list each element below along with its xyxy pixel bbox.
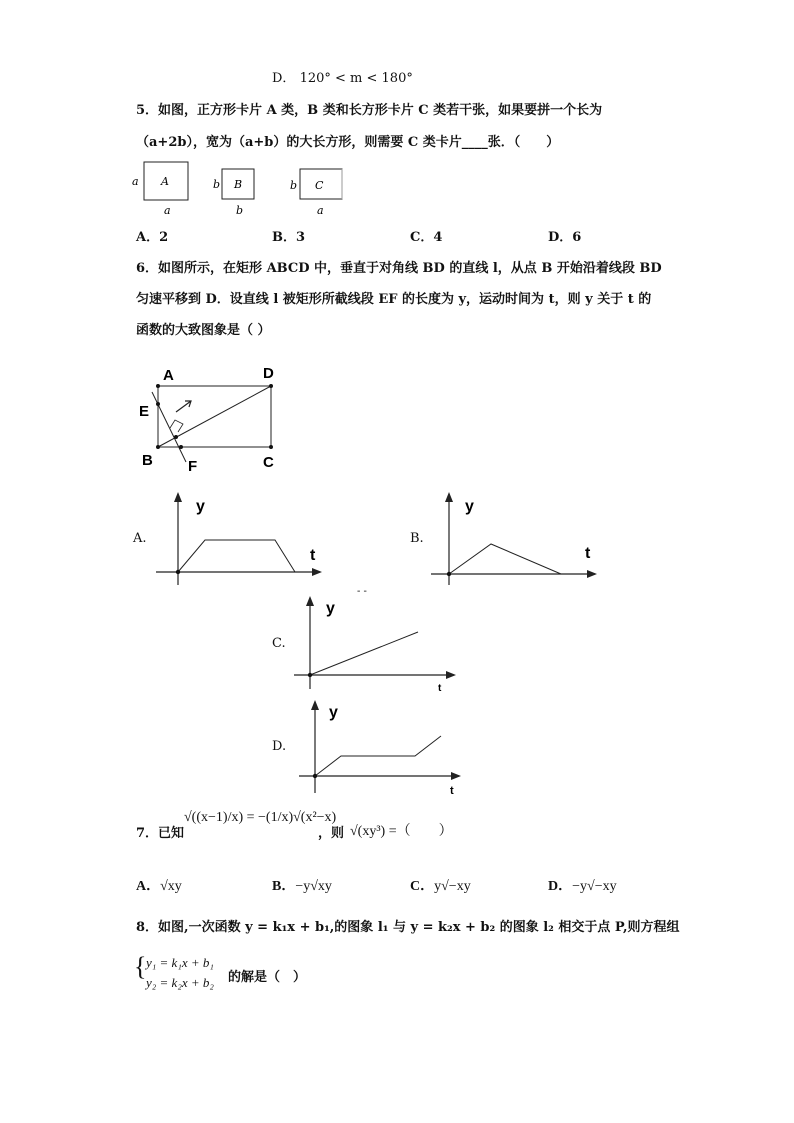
q5-cards-figure [130, 160, 360, 220]
q8-suffix: 的解是（ ） [228, 970, 307, 985]
option-text: −y√xy [295, 879, 332, 894]
q7-prefix: 7．已知 [136, 826, 185, 841]
card-b-bottom: b [236, 204, 244, 217]
option-label: C． [410, 879, 435, 894]
q6-option-d-label[interactable]: D. [272, 739, 287, 754]
axis-t: t [585, 545, 591, 562]
q6-option-a-label[interactable]: A. [133, 531, 147, 546]
q7-option-b[interactable] [272, 875, 332, 895]
option-label: A． [136, 879, 161, 894]
axis-y: y [326, 600, 335, 617]
card-c-name: C [315, 179, 324, 192]
q7-option-c[interactable] [410, 875, 471, 895]
option-label: D． [548, 879, 573, 894]
option-text: y√−xy [434, 879, 471, 894]
q6-option-b-label[interactable]: B. [410, 531, 424, 546]
axis-t: t [438, 683, 442, 694]
q8-system-eq2: y₂ = k₂x + b₂ [146, 975, 214, 990]
label-d: D [263, 365, 274, 382]
q7-suffix: ，则 [318, 826, 345, 841]
card-a-left: a [132, 175, 139, 188]
label-b: B [142, 452, 153, 469]
q7-ask: √(xy³) =（ ） [350, 824, 453, 839]
option-text: √xy [160, 879, 182, 894]
stray-mark: - - [357, 586, 367, 597]
axis-y: y [329, 704, 338, 721]
q6-option-d-graph[interactable] [295, 698, 465, 798]
q6-line3: 函数的大致图象是（ ） [136, 323, 271, 338]
card-c-bottom: a [317, 204, 324, 217]
q7-option-a[interactable] [136, 875, 182, 895]
label-e: E [139, 403, 150, 420]
option-label: B． [272, 879, 296, 894]
card-b-left: b [213, 178, 221, 191]
option-text: 120° < m < 180° [299, 71, 413, 86]
q5-option-a[interactable]: A．2 [136, 230, 169, 245]
label-c: C [263, 454, 274, 471]
q6-rectangle-figure [130, 360, 300, 475]
card-a-bottom: a [164, 204, 171, 217]
q8-line1: 8．如图,一次函数 y = k₁x + b₁,的图象 l₁ 与 y = k₂x + b₂ 的图象 l₂ 相交于点 P,则方程组 [136, 920, 680, 935]
axis-y: y [465, 498, 474, 515]
q6-line2: 匀速平移到 D．设直线 l 被矩形所截线段 EF 的长度为 y，运动时间为 t，则 y 关于 t 的 [136, 292, 652, 307]
axis-t: t [310, 547, 316, 564]
q5-option-c[interactable]: C．4 [410, 230, 443, 245]
q7-given-equation: √((x−1)/x) = −(1/x)√(x²−x) [184, 810, 337, 825]
card-c-left: b [290, 179, 298, 192]
card-b-name: B [234, 178, 243, 191]
axis-t: t [450, 785, 454, 797]
card-a-name: A [161, 175, 169, 188]
q8-system-eq1: y₁ = k₁x + b₁ [146, 955, 214, 970]
brace: { [134, 952, 147, 981]
q6-line1: 6．如图所示，在矩形 ABCD 中，垂直于对角线 BD 的直线 l，从点 B 开始沿着线段 BD [136, 261, 662, 276]
label-f: F [188, 458, 198, 475]
prev-option-d [272, 67, 413, 86]
q6-option-c-label[interactable]: C. [272, 636, 286, 651]
q7-option-d[interactable] [548, 875, 617, 895]
axis-y: y [196, 498, 205, 515]
option-label: D． [272, 71, 296, 86]
q6-option-c-graph[interactable] [288, 594, 458, 694]
q5-option-d[interactable]: D．6 [548, 230, 582, 245]
q5-line1: 5．如图，正方形卡片 A 类，B 类和长方形卡片 C 类若干张，如果要拼一个长为 [136, 103, 603, 118]
q6-option-a-graph[interactable] [150, 490, 330, 590]
label-a: A [163, 367, 174, 384]
q5-option-b[interactable]: B．3 [272, 230, 306, 245]
option-text: −y√−xy [572, 879, 617, 894]
q6-option-b-graph[interactable] [425, 490, 605, 590]
q5-line2: （a+2b），宽为（a+b）的大长方形，则需要 C 类卡片____张．（ ） [136, 135, 560, 150]
